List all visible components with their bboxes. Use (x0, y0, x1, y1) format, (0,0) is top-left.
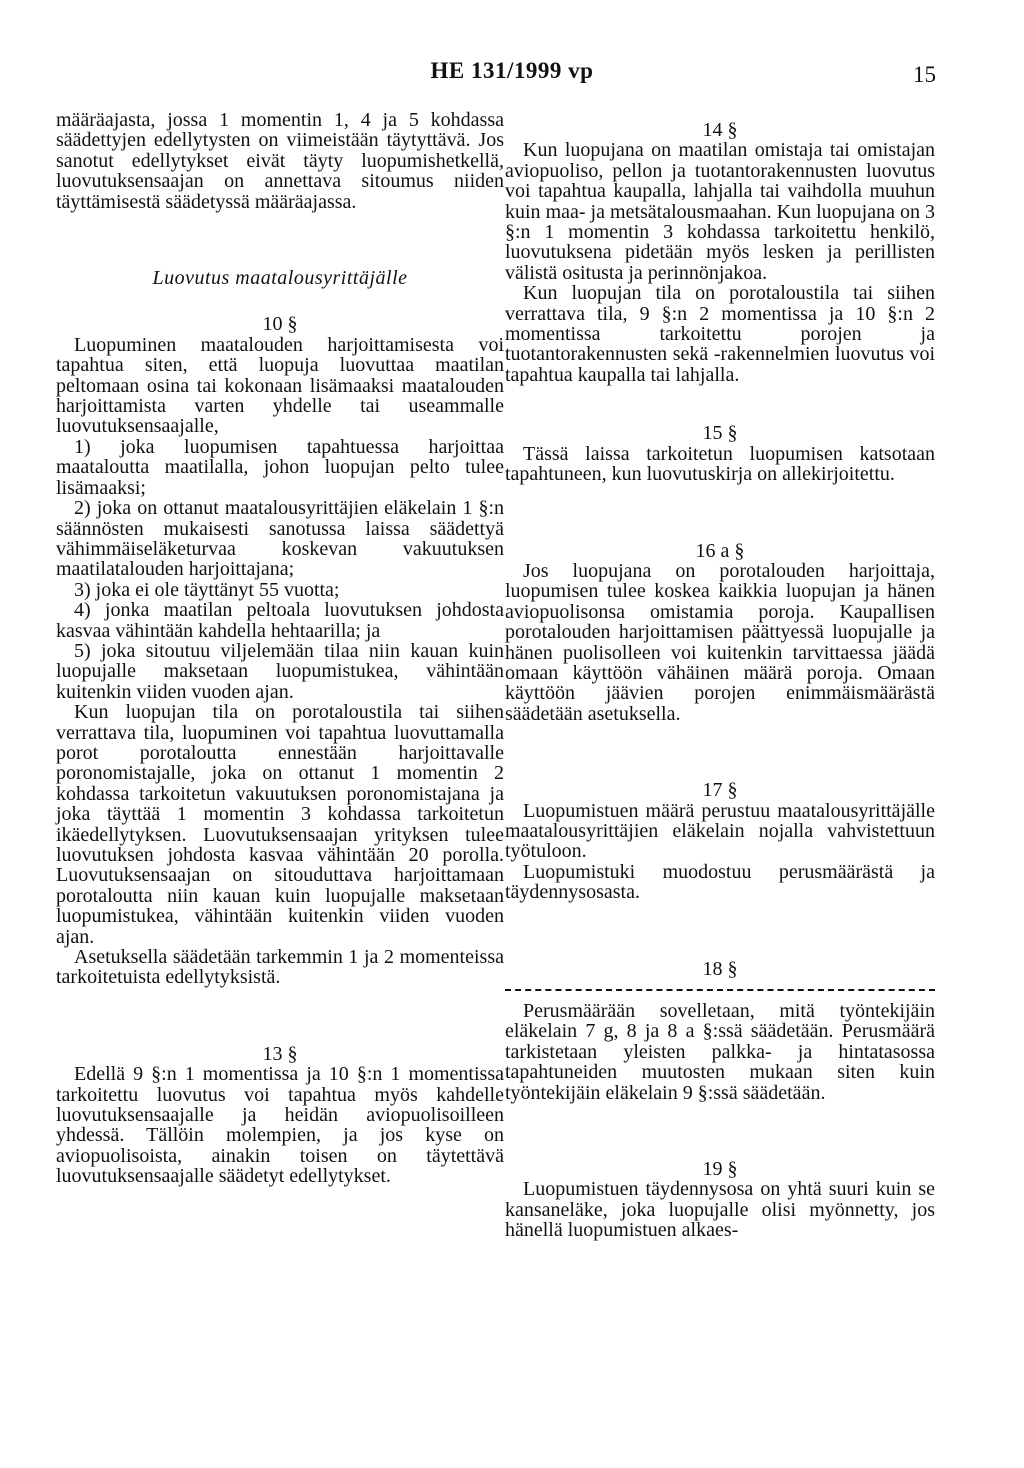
section-13-heading: 13 § (262, 1042, 298, 1065)
section-14-heading: 14 § (702, 119, 738, 141)
section-15-paragraph-1: Tässä laissa tarkoitetun luopumisen katsotaan tapahtuneen, kun luovutuskirja on allekirjoitettu. (505, 442, 935, 486)
section-10-item-2: 2) joka on ottanut maatalousyrittäjien eläkelain 1 §:n säännösten mukaisesti sanotussa laissa säädettyä vähimmäiseläketurvaa koskevan vakuutuksen maatilatalouden harjoittajana; (56, 497, 504, 581)
paragraph-continuation: määräajasta, jossa 1 momentin 1, 4 ja 5 kohdassa säädettyjen edellytysten on viimeistään täytyttävä. Jos sanotut edellytykset eivät täyty luopumishetkellä, luovutuksensaajan on annettava sitoumus niiden täyttämisestä säädetyssä määräajassa. (56, 109, 504, 213)
chapter-heading: Luovutus maatalousyrittäjälle (152, 267, 408, 290)
section-16a-heading: 16 a § (695, 539, 745, 562)
section-18-heading: 18 § (702, 957, 738, 980)
section-10-item-4: 4) jonka maatilan peltoala luovutuksen johdosta kasvaa vähintään kahdella hehtaarilla; ja (56, 599, 504, 642)
section-14-paragraph-2: Kun luopujan tila on porotaloustila tai siihen verrattava tila, 9 §:n 2 momentissa ja 10 §:n 2 momentissa tarkoitettu porojen ja tuotantorakennusten sekä -rakennelmien luovutus voi tapahtua kaupalla tai lahjalla. (505, 282, 935, 386)
document-identifier: HE 131/1999 vp (430, 58, 594, 83)
section-10-item-3: 3) joka ei ole täyttänyt 55 vuotta; (74, 578, 340, 601)
section-10-paragraph-1: Luopuminen maatalouden harjoittamisesta voi tapahtua siten, että luopuja luovuttaa maatilan peltomaan osina tai kokonaan lisämaaksi maatalouden harjoittamista varten yhdelle tai useammalle luovutuksensaajalle, (56, 333, 504, 438)
section-13-paragraph-1: Edellä 9 §:n 1 momentissa ja 10 §:n 1 momentissa tarkoitettu luovutus voi tapahtua myös kahdelle luovutuksensaajalle ja heidän aviopuolisoilleen yhdessä. Tällöin molempien, ja jos kyse on aviopuolisoista, ainakin toisen on täytettävä luovutuksensaajalle säädetyt edellytykset. (56, 1063, 504, 1188)
section-10-heading: 10 § (262, 313, 298, 336)
section-10-item-1: 1) joka luopumisen tapahtuessa harjoittaa maataloutta maatilalla, johon luopujan pelto tulee lisämaaksi; (56, 435, 504, 499)
section-17-heading: 17 § (702, 779, 738, 802)
section-14-paragraph-1: Kun luopujana on maatilan omistaja tai omistajan aviopuoliso, pellon ja tuotantorakennusten luovutus voi tapahtua kaupalla, lahjalla tai vaihdolla muuhun kuin maa- ja metsätalousmaahan. Kun luopujana on 3 §:n 1 momentin 3 kohdassa tarkoitettu henkilö, luovutuksena pidetään myös lesken ja perillisten välistä ositusta ja perinnönjakoa. (505, 139, 935, 284)
section-10-item-5: 5) joka sitoutuu viljelemään tilaa niin kauan kuin luopujalle maksetaan luopumistukea, vähintään kuitenkin viiden vuoden ajan. (56, 639, 504, 703)
section-19-paragraph-1: Luopumistuen täydennysosa on yhtä suuri kuin se kansaneläke, joka luopujalle olisi myönnetty, jos hänellä luopumistuen alkaes- (505, 1178, 935, 1242)
section-10-paragraph-2: Kun luopujan tila on porotaloustila tai siihen verrattava tila, luopuminen voi tapahtua luovuttamalla porot porotaloutta ennestään harjoittavalle poronomistajalle, joka on ottanut 1 momentin 2 kohdassa tarkoitetun vakuutuksen poronomistajana ja joka täyttää 1 momentin 3 kohdassa tarkoitetun ikäedellytyksen. Luovutuksensaajan yrityksen tulee luovutuksen johdosta kasvaa vähintään 20 porolla. Luovutuksensaajan on sitouduttava harjoittamaan porotaloutta niin kauan kuin luopujalle maksetaan luopumistukea, vähintään kuitenkin viiden vuoden ajan. (56, 701, 504, 948)
section-17-paragraph-1: Luopumistuen määrä perustuu maatalousyrittäjälle maatalousyrittäjien eläkelain nojalla vahvistettuun työtuloon. (505, 799, 935, 863)
right-column (505, 110, 935, 1241)
left-column (56, 110, 504, 1187)
section-18-paragraph-1: Perusmäärään sovelletaan, mitä työntekijäin eläkelain 7 g, 8 ja 8 a §:ssä säädetään. Perusmäärä tarkistetaan yleisten palkka- ja hintatasossa tapahtuneiden muutosten mukaan siten kuin työntekijäin eläkelain 9 §:ssä säädetään. (505, 1000, 935, 1104)
section-15-heading: 15 § (702, 422, 738, 445)
omission-dash-line (505, 989, 935, 991)
section-17-paragraph-2: Luopumistuki muodostuu perusmäärästä ja täydennysosasta. (505, 860, 935, 904)
section-10-paragraph-3: Asetuksella säädetään tarkemmin 1 ja 2 momenteissa tarkoitetuista edellytyksistä. (56, 946, 504, 989)
section-19-heading: 19 § (702, 1158, 738, 1181)
section-16a-paragraph-1: Jos luopujana on porotalouden harjoittaja, luopumisen tulee koskea kaikkia luopujan ja hänen aviopuolisonsa omistamia poroja. Kaupallisen porotalouden harjoittamisen päättyessä luopujalle ja hänen puolisolleen voi kuitenkin tarvittaessa jäädä omaan käyttöön vähäinen määrä poroja. Omaan käyttöön jäävien porojen enimmäismäärästä säädetään asetuksella. (505, 559, 935, 725)
page-number: 15 (913, 62, 936, 87)
